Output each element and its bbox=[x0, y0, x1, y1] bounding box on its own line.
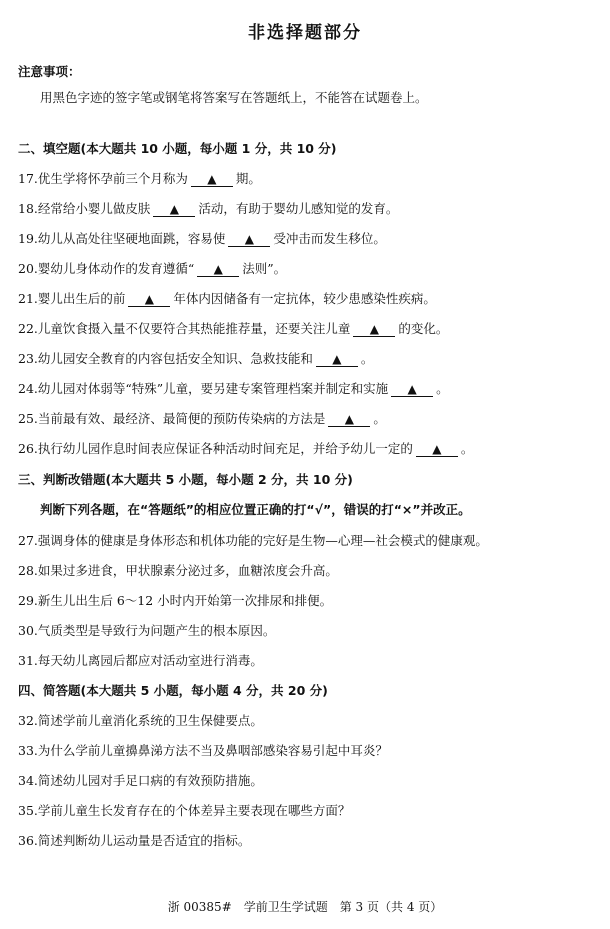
answer-blank: ▲ bbox=[228, 232, 270, 247]
question-text: 18.经常给小婴儿做皮肤 bbox=[18, 201, 151, 216]
question-27: 27.强调身体的健康是身体形态和机体功能的完好是生物—心理—社会模式的健康观。 bbox=[18, 533, 488, 548]
question-text: 23.幼儿园安全教育的内容包括安全知识、急救技能和 bbox=[18, 351, 313, 366]
answer-blank: ▲ bbox=[353, 322, 395, 337]
question-text: 26.执行幼儿园作息时间表应保证各种活动时间充足，并给予幼儿一定的 bbox=[18, 441, 413, 456]
section-instruction: 判断下列各题，在“答题纸”的相应位置正确的打“√”，错误的打“×”并改正。 bbox=[40, 502, 471, 517]
answer-blank: ▲ bbox=[197, 262, 239, 277]
question-text: 受冲击而发生移位。 bbox=[273, 231, 386, 246]
answer-blank: ▲ bbox=[153, 202, 195, 217]
question-33: 33.为什么学前儿童擤鼻涕方法不当及鼻咽部感染容易引起中耳炎？ bbox=[18, 743, 388, 758]
question-text: 。 bbox=[373, 411, 386, 426]
question-text: 的变化。 bbox=[398, 321, 449, 336]
question-text: 。 bbox=[360, 351, 374, 366]
question-30: 30.气质类型是导致行为问题产生的根本原因。 bbox=[18, 623, 276, 638]
question-25 bbox=[18, 411, 386, 427]
question-28: 28.如果过多进食，甲状腺素分泌过多，血糖浓度会升高。 bbox=[18, 563, 338, 578]
question-34: 34.简述幼儿园对手足口病的有效预防措施。 bbox=[18, 773, 263, 788]
question-text: 19.幼儿从高处往坚硬地面跳，容易使 bbox=[18, 231, 226, 246]
answer-blank: ▲ bbox=[316, 352, 358, 367]
section-heading-fill-in: 二、填空题(本大题共 10 小题，每小题 1 分，共 10 分) bbox=[18, 141, 337, 156]
question-text: 21.婴儿出生后的前 bbox=[18, 291, 126, 306]
answer-blank: ▲ bbox=[128, 292, 170, 307]
question-text: 年体内因储备有一定抗体，较少患感染性疾病。 bbox=[173, 291, 436, 306]
question-36: 36.简述判断幼儿运动量是否适宜的指标。 bbox=[18, 833, 251, 848]
question-text: 活动，有助于婴幼儿感知觉的发育。 bbox=[198, 201, 399, 216]
question-22 bbox=[18, 321, 448, 337]
question-29: 29.新生儿出生后 6～12 小时内开始第一次排尿和排便。 bbox=[18, 593, 333, 608]
answer-blank: ▲ bbox=[416, 442, 458, 457]
question-32: 32.简述学前儿童消化系统的卫生保健要点。 bbox=[18, 713, 263, 728]
question-23 bbox=[18, 351, 373, 367]
question-21 bbox=[18, 291, 436, 307]
answer-blank: ▲ bbox=[191, 172, 233, 187]
page-title: 非选择题部分 bbox=[248, 23, 362, 43]
page-footer: 浙 00385# 学前卫生学试题 第 3 页（共 4 页） bbox=[167, 900, 443, 914]
question-text: 。 bbox=[460, 441, 474, 456]
question-text: 25.当前最有效、最经济、最简便的预防传染病的方法是 bbox=[18, 411, 326, 426]
question-text: 22.儿童饮食摄入量不仅要符合其热能推荐量，还要关注儿童 bbox=[18, 321, 351, 336]
question-20 bbox=[18, 261, 286, 277]
question-text: 期。 bbox=[235, 171, 261, 186]
question-31: 31.每天幼儿离园后都应对活动室进行消毒。 bbox=[18, 653, 263, 668]
question-19 bbox=[18, 231, 386, 247]
question-text: 24.幼儿园对体弱等“特殊”儿童，要另建专案管理档案并制定和实施 bbox=[18, 381, 389, 396]
question-text: 17.优生学将怀孕前三个月称为 bbox=[18, 171, 188, 186]
section-heading-judgment: 三、判断改错题(本大题共 5 小题，每小题 2 分，共 10 分) bbox=[18, 472, 353, 487]
answer-blank: ▲ bbox=[391, 382, 433, 397]
answer-blank: ▲ bbox=[328, 412, 370, 427]
question-24 bbox=[18, 381, 449, 397]
question-text: 法则”。 bbox=[242, 261, 287, 276]
question-35: 35.学前儿童生长发育存在的个体差异主要表现在哪些方面？ bbox=[18, 803, 351, 818]
question-18 bbox=[18, 201, 398, 217]
question-text: 20.婴幼儿身体动作的发育遵循“ bbox=[18, 261, 195, 276]
question-26 bbox=[18, 441, 473, 457]
question-text: 。 bbox=[436, 381, 449, 396]
notice-text: 用黑色字迹的签字笔或钢笔将答案写在答题纸上，不能答在试题卷上。 bbox=[40, 90, 428, 105]
section-heading-short-answer: 四、简答题(本大题共 5 小题，每小题 4 分，共 20 分) bbox=[18, 683, 328, 698]
notice-heading: 注意事项： bbox=[18, 64, 81, 79]
question-17 bbox=[18, 171, 261, 187]
